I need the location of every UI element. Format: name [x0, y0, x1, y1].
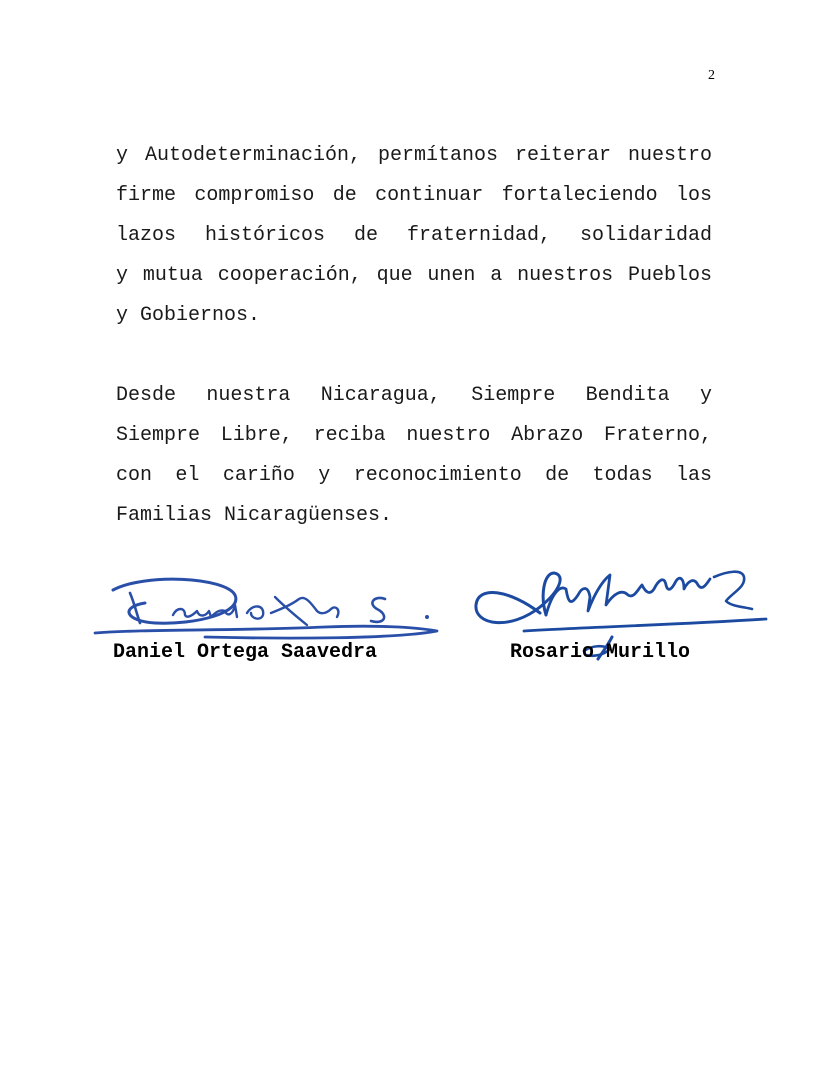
page-number: 2: [708, 68, 715, 83]
paragraph-line: firme compromiso de continuar fortaleciendo los: [116, 184, 712, 207]
signature-daniel-ortega: [85, 555, 455, 655]
paragraph-line: con el cariño y reconocimiento de todas las: [116, 464, 712, 487]
paragraph-line: Siempre Libre, reciba nuestro Abrazo Fraterno,: [116, 424, 712, 447]
signer-name-daniel-ortega: Daniel Ortega Saavedra: [113, 641, 378, 664]
paragraph-closing-commitment: [116, 136, 712, 336]
paragraph-greeting: [116, 376, 712, 536]
paragraph-line: lazos históricos de fraternidad, solidaridad: [116, 224, 712, 247]
signer-name-rosario-murillo: Rosario Murillo: [510, 641, 691, 664]
paragraph-line: Desde nuestra Nicaragua, Siempre Bendita y: [116, 384, 712, 407]
paragraph-line: y Autodeterminación, permítanos reiterar nuestro: [116, 144, 712, 167]
paragraph-line: Familias Nicaragüenses.: [116, 504, 393, 527]
paragraph-line: y Gobiernos.: [116, 304, 261, 327]
paragraph-line: y mutua cooperación, que unen a nuestros Pueblos: [116, 264, 712, 287]
